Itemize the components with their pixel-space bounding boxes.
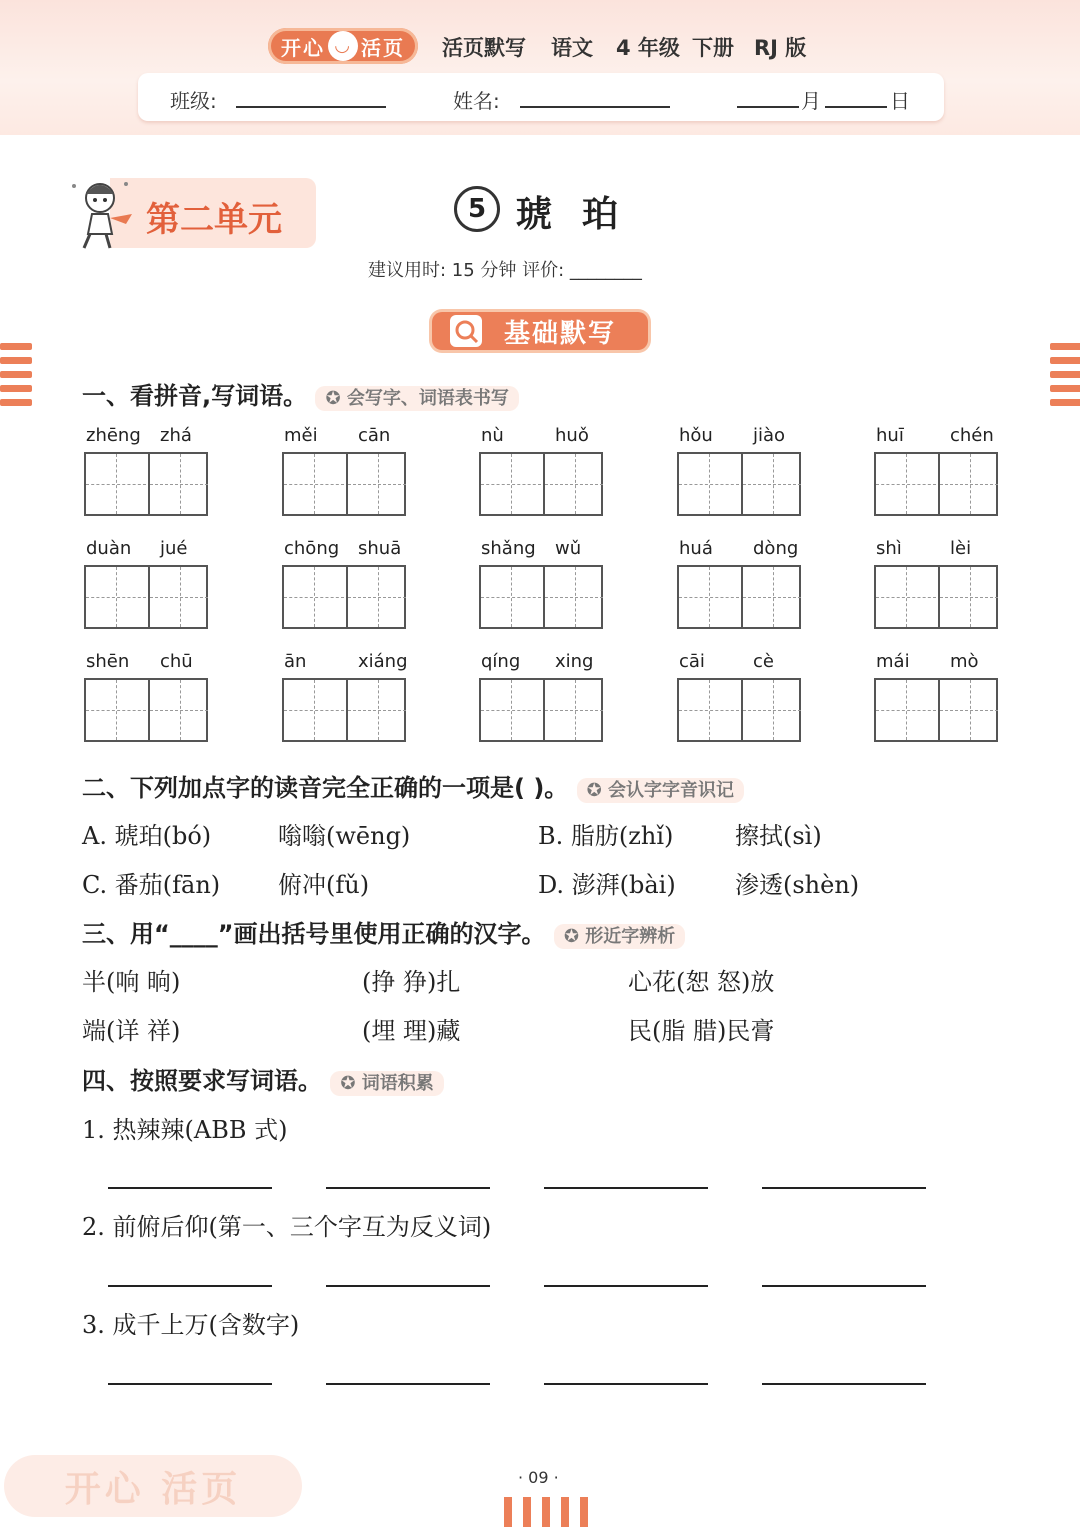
- option-c-2[interactable]: 俯冲(fǔ): [278, 871, 370, 899]
- q3-tag: ✪ 形近字辨析: [554, 924, 685, 949]
- writing-grid[interactable]: [479, 452, 603, 516]
- q2-heading: 二、下列加点字的读音完全正确的一项是( )。 ✪ 会认字字音识记: [82, 768, 744, 803]
- day-label: 日: [890, 89, 910, 113]
- q4-item-3: 3. 成千上万(含数字): [82, 1311, 300, 1339]
- q3-item[interactable]: 半(响 晌): [82, 968, 181, 996]
- writing-grid[interactable]: [84, 678, 208, 742]
- option-a-1[interactable]: A. 琥珀(bó): [82, 822, 212, 850]
- class-field[interactable]: [236, 106, 386, 108]
- writing-grid[interactable]: [677, 678, 801, 742]
- pinyin-label: huī: [876, 425, 904, 446]
- option-d-1[interactable]: D. 澎湃(bài): [538, 871, 676, 899]
- q4-item-2: 2. 前俯后仰(第一、三个字互为反义词): [82, 1213, 492, 1241]
- q3-item[interactable]: (挣 狰)扎: [362, 968, 461, 996]
- pinyin-label: xing: [555, 651, 594, 672]
- option-b-1[interactable]: B. 脂肪(zhǐ): [538, 822, 674, 850]
- pinyin-label: lèi: [950, 538, 972, 559]
- volume-label: 下册: [692, 36, 734, 60]
- pen-icon: [450, 315, 482, 347]
- pinyin-label: hǒu: [679, 425, 713, 446]
- answer-line[interactable]: [762, 1187, 926, 1189]
- pinyin-label: měi: [284, 425, 318, 446]
- q3-item[interactable]: 心花(恕 怒)放: [628, 968, 775, 996]
- option-b-2[interactable]: 擦拭(sì): [735, 822, 822, 850]
- answer-line[interactable]: [762, 1285, 926, 1287]
- q4-item-1: 1. 热辣辣(ABB 式): [82, 1116, 288, 1144]
- pinyin-label: cè: [753, 651, 774, 672]
- q3-heading: 三、用“____”画出括号里使用正确的汉字。 ✪ 形近字辨析: [82, 914, 685, 949]
- answer-line[interactable]: [544, 1285, 708, 1287]
- name-label: 姓名:: [453, 89, 500, 113]
- pinyin-label: jiào: [753, 425, 786, 446]
- edition-label: RJ 版: [754, 36, 807, 60]
- watermark-logo: 开心 活页: [4, 1455, 302, 1517]
- page-number: · 09 ·: [518, 1468, 559, 1487]
- q2-tag: ✪ 会认字字音识记: [577, 778, 744, 803]
- q3-item[interactable]: 民(脂 腊)民膏: [628, 1017, 775, 1045]
- writing-grid[interactable]: [282, 452, 406, 516]
- pinyin-label: qíng: [481, 651, 521, 672]
- answer-line[interactable]: [108, 1285, 272, 1287]
- writing-grid[interactable]: [479, 678, 603, 742]
- pinyin-label: mò: [950, 651, 979, 672]
- pinyin-label: huá: [679, 538, 713, 559]
- brand-logo: 开心 ◡ 活页: [268, 28, 418, 64]
- pinyin-label: cān: [358, 425, 391, 446]
- banner-label: 基础默写: [504, 319, 617, 349]
- pinyin-label: chén: [950, 425, 994, 446]
- answer-line[interactable]: [544, 1383, 708, 1385]
- pinyin-label: nù: [481, 425, 504, 446]
- pinyin-label: jué: [160, 538, 188, 559]
- day-field[interactable]: [825, 106, 887, 108]
- pinyin-label: chū: [160, 651, 193, 672]
- answer-line[interactable]: [544, 1187, 708, 1189]
- pinyin-label: mái: [876, 651, 910, 672]
- writing-grid[interactable]: [84, 565, 208, 629]
- pinyin-label: cāi: [679, 651, 705, 672]
- right-stripes: [1050, 343, 1080, 413]
- pinyin-label: xiáng: [358, 651, 408, 672]
- lesson-title: 琥珀: [516, 194, 649, 235]
- series-label: 活页默写: [442, 36, 526, 60]
- writing-grid[interactable]: [677, 565, 801, 629]
- writing-grid[interactable]: [677, 452, 801, 516]
- answer-line[interactable]: [108, 1187, 272, 1189]
- writing-grid[interactable]: [282, 565, 406, 629]
- q4-tag: ✪ 词语积累: [330, 1071, 443, 1096]
- pinyin-label: shì: [876, 538, 902, 559]
- class-label: 班级:: [170, 89, 217, 113]
- mascot-icon: [66, 176, 136, 254]
- suggested-time: 建议用时: 15 分钟 评价: ________: [368, 260, 642, 281]
- pinyin-label: chōng: [284, 538, 340, 559]
- pinyin-label: shǎng: [481, 538, 536, 559]
- left-stripes: [0, 343, 32, 413]
- pinyin-label: duàn: [86, 538, 132, 559]
- writing-grid[interactable]: [874, 452, 998, 516]
- pinyin-label: zhá: [160, 425, 192, 446]
- footer-bars: [504, 1497, 588, 1527]
- unit-title: 第二单元: [146, 200, 282, 240]
- pinyin-label: dòng: [753, 538, 799, 559]
- answer-line[interactable]: [762, 1383, 926, 1385]
- pinyin-label: huǒ: [555, 425, 589, 446]
- pinyin-label: wǔ: [555, 538, 582, 559]
- pinyin-label: ān: [284, 651, 307, 672]
- answer-line[interactable]: [326, 1187, 490, 1189]
- option-c-1[interactable]: C. 番茄(fān): [82, 871, 221, 899]
- name-field[interactable]: [520, 106, 670, 108]
- q1-heading: 一、看拼音,写词语。 ✪ 会写字、词语表书写: [82, 376, 519, 411]
- subject-label: 语文: [551, 36, 593, 60]
- student-info-bar: [138, 73, 944, 121]
- q3-item[interactable]: (埋 理)藏: [362, 1017, 461, 1045]
- lesson-number: 5: [454, 186, 500, 232]
- pinyin-label: zhēng: [86, 425, 141, 446]
- option-a-2[interactable]: 嗡嗡(wēng): [278, 822, 411, 850]
- pinyin-label: shēn: [86, 651, 130, 672]
- pinyin-label: shuā: [358, 538, 402, 559]
- q4-heading: 四、按照要求写词语。 ✪ 词语积累: [82, 1061, 444, 1096]
- logo-smile-icon: ◡: [328, 31, 358, 61]
- answer-line[interactable]: [326, 1383, 490, 1385]
- q3-item[interactable]: 端(详 祥): [82, 1017, 181, 1045]
- answer-line[interactable]: [326, 1285, 490, 1287]
- month-field[interactable]: [737, 106, 799, 108]
- writing-grid[interactable]: [282, 678, 406, 742]
- writing-grid[interactable]: [84, 452, 208, 516]
- month-label: 月: [801, 89, 821, 113]
- section-banner: [432, 312, 648, 350]
- writing-grid[interactable]: [874, 678, 998, 742]
- grade-label: 4 年级: [616, 36, 680, 60]
- answer-line[interactable]: [108, 1383, 272, 1385]
- writing-grid[interactable]: [874, 565, 998, 629]
- option-d-2[interactable]: 渗透(shèn): [735, 871, 860, 899]
- q1-tag: ✪ 会写字、词语表书写: [315, 386, 518, 411]
- writing-grid[interactable]: [479, 565, 603, 629]
